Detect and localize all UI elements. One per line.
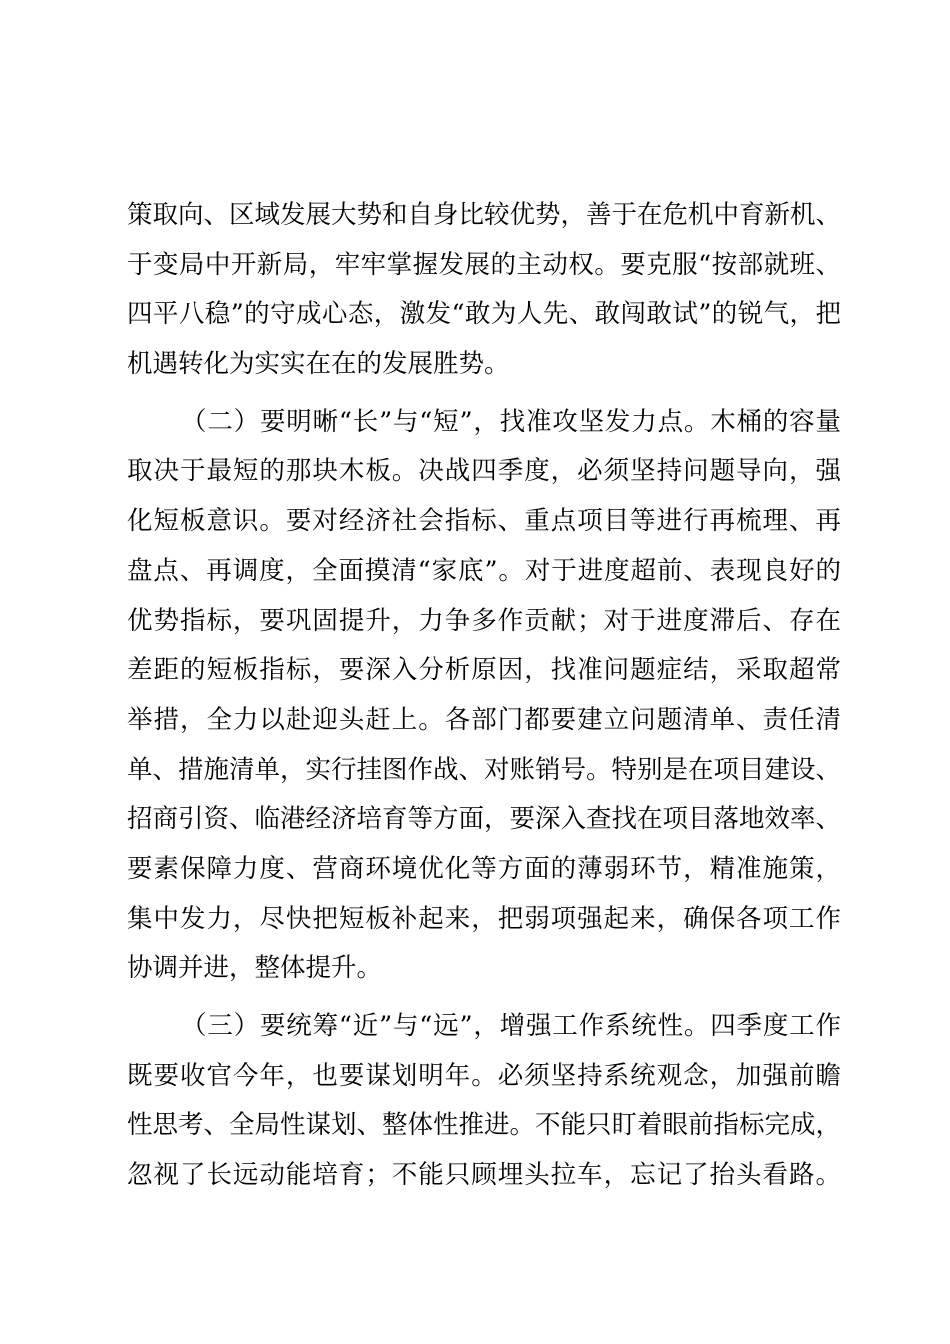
- text-line: 于变局中开新局，牢牢掌握发展的主动权。要克服“按部就班、: [127, 249, 841, 280]
- text-line: 忽视了长远动能培育；不能只顾埋头拉车，忘记了抬头看路。: [127, 1160, 841, 1191]
- document-body: [127, 193, 841, 1203]
- text-line: 既要收官今年，也要谋划明年。必须坚持系统观念，加强前瞻: [127, 1060, 841, 1091]
- paragraph-2: [127, 400, 841, 996]
- paragraph-heading-line: （三）要统筹“近”与“远”，增强工作系统性。四季度工作: [181, 1011, 841, 1041]
- text-line: 要素保障力度、营商环境优化等方面的薄弱环节，精准施策，: [127, 853, 841, 884]
- text-line: 协调并进，整体提升。: [127, 953, 383, 984]
- text-line: 优势指标，要巩固提升，力争多作贡献；对于进度滞后、存在: [127, 605, 841, 636]
- text-line: 差距的短板指标，要深入分析原因，找准问题症结，采取超常: [127, 655, 841, 686]
- text-line: 机遇转化为实实在在的发展胜势。: [127, 349, 510, 380]
- text-line: 取决于最短的那块木板。决战四季度，必须坚持问题导向，强: [127, 456, 841, 487]
- paragraph-3: [127, 1004, 841, 1203]
- paragraph-1: [127, 193, 841, 392]
- paragraph-heading-line: （二）要明晰“长”与“短”，找准攻坚发力点。木桶的容量: [181, 406, 841, 437]
- text-line: 化短板意识。要对经济社会指标、重点项目等进行再梳理、再: [127, 506, 841, 537]
- text-line: 策取向、区域发展大势和自身比较优势，善于在危机中育新机、: [127, 200, 842, 230]
- text-line: 招商引资、临港经济培育等方面，要深入查找在项目落地效率、: [127, 804, 842, 835]
- text-line: 集中发力，尽快把短板补起来，把弱项强起来，确保各项工作: [127, 903, 841, 934]
- text-line: 性思考、全局性谋划、整体性推进。不能只盯着眼前指标完成，: [127, 1110, 842, 1141]
- text-line: 四平八稳”的守成心态，激发“敢为人先、敢闯敢试”的锐气，把: [127, 299, 841, 330]
- text-line: 单、措施清单，实行挂图作战、对账销号。特别是在项目建设、: [127, 754, 842, 785]
- text-line: 举措，全力以赴迎头赶上。各部门都要建立问题清单、责任清: [127, 704, 841, 735]
- text-line: 盘点、再调度，全面摸清“家底”。对于进度超前、表现良好的: [127, 555, 841, 586]
